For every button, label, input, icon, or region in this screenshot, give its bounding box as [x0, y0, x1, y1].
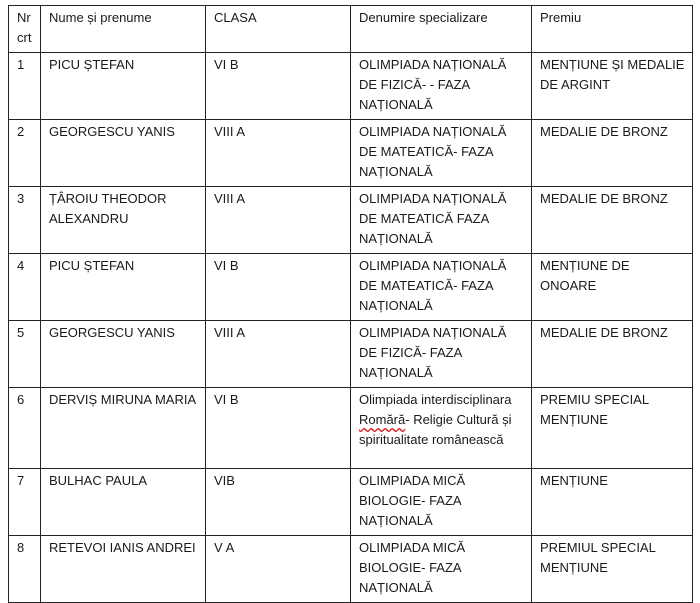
header-denumire-specializare: Denumire specializare [351, 6, 532, 53]
cell-premiu: MEDALIE DE BRONZ [532, 120, 693, 187]
cell-premiu: MENȚIUNE ȘI MEDALIE DE ARGINT [532, 53, 693, 120]
cell-nume: RETEVOI IANIS ANDREI [41, 536, 206, 603]
header-nume-prenume: Nume și prenume [41, 6, 206, 53]
cell-clasa: V A [206, 536, 351, 603]
cell-nume: GEORGESCU YANIS [41, 120, 206, 187]
cell-clasa: VI B [206, 254, 351, 321]
cell-clasa: VIB [206, 469, 351, 536]
cell-nume: ȚÂROIU THEODOR ALEXANDRU [41, 187, 206, 254]
cell-specializare: OLIMPIADA NAȚIONALĂ DE FIZICĂ- - FAZA NAȚIONALĂ [351, 53, 532, 120]
cell-specializare: OLIMPIADA MICĂ BIOLOGIE- FAZA NAȚIONALĂ [351, 536, 532, 603]
cell-nr: 4 [9, 254, 41, 321]
misspelled-word: Romără [359, 412, 406, 427]
cell-specializare: OLIMPIADA NAȚIONALĂ DE FIZICĂ- FAZA NAȚIONALĂ [351, 321, 532, 388]
cell-clasa: VIII A [206, 321, 351, 388]
table-row [9, 536, 693, 603]
cell-nume: PICU ȘTEFAN [41, 53, 206, 120]
table-row [9, 321, 693, 388]
cell-specializare [351, 388, 532, 469]
cell-premiu: PREMIU SPECIAL MENȚIUNE [532, 388, 693, 469]
cell-nr: 6 [9, 388, 41, 469]
header-clasa: CLASA [206, 6, 351, 53]
cell-clasa: VIII A [206, 187, 351, 254]
specializare-text-part: - Religie Cultură și spiritualitate românească [359, 412, 512, 447]
cell-nume: BULHAC PAULA [41, 469, 206, 536]
cell-premiu: MEDALIE DE BRONZ [532, 187, 693, 254]
cell-premiu: MENȚIUNE [532, 469, 693, 536]
cell-premiu: PREMIUL SPECIAL MENȚIUNE [532, 536, 693, 603]
cell-nume: DERVIȘ MIRUNA MARIA [41, 388, 206, 469]
cell-specializare: OLIMPIADA NAȚIONALĂ DE MATEATICĂ- FAZA NAȚIONALĂ [351, 254, 532, 321]
cell-nr: 3 [9, 187, 41, 254]
cell-specializare: OLIMPIADA NAȚIONALĂ DE MATEATICĂ FAZA NAȚIONALĂ [351, 187, 532, 254]
table-row [9, 388, 693, 469]
cell-nr: 2 [9, 120, 41, 187]
cell-nume: PICU ȘTEFAN [41, 254, 206, 321]
awards-table [8, 5, 693, 603]
cell-nr: 1 [9, 53, 41, 120]
cell-nr: 5 [9, 321, 41, 388]
table-row [9, 120, 693, 187]
cell-specializare: OLIMPIADA NAȚIONALĂ DE MATEATICĂ- FAZA NAȚIONALĂ [351, 120, 532, 187]
specializare-text-part: Olimpiada interdisciplinara [359, 392, 512, 407]
cell-nr: 7 [9, 469, 41, 536]
cell-premiu: MEDALIE DE BRONZ [532, 321, 693, 388]
cell-specializare: OLIMPIADA MICĂ BIOLOGIE- FAZA NAȚIONALĂ [351, 469, 532, 536]
table-row [9, 53, 693, 120]
header-nr-crt: Nr crt [9, 6, 41, 53]
table-header-row [9, 6, 693, 53]
cell-nr: 8 [9, 536, 41, 603]
cell-clasa: VIII A [206, 120, 351, 187]
cell-nume: GEORGESCU YANIS [41, 321, 206, 388]
cell-clasa: VI B [206, 388, 351, 469]
cell-clasa: VI B [206, 53, 351, 120]
table-row [9, 469, 693, 536]
table-row [9, 187, 693, 254]
table-row [9, 254, 693, 321]
header-premiu: Premiu [532, 6, 693, 53]
cell-premiu: MENȚIUNE DE ONOARE [532, 254, 693, 321]
